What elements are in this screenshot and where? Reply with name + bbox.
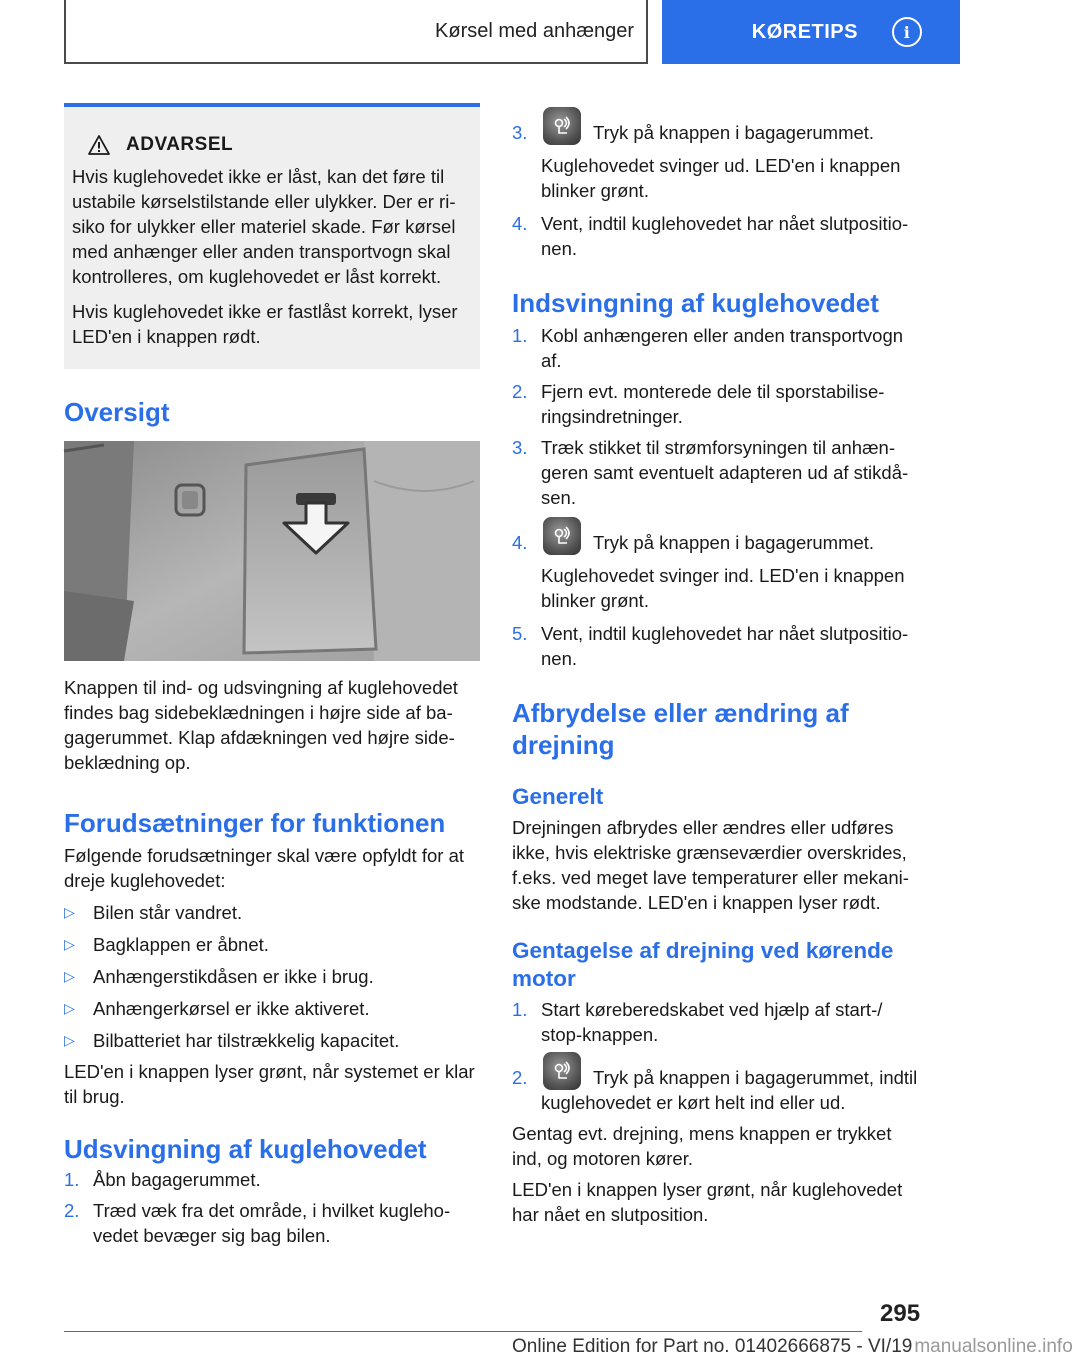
list-item: Kuglehovedet svinger ind. LED'en i knappen blinker grønt. [541,565,905,611]
list-item: 4. Vent, indtil kuglehovedet har nået slutpositionen. [512,213,909,259]
tow-hitch-button-icon [543,1052,581,1090]
bullet-triangle-icon: ▷ [64,1032,75,1048]
general-text: Drejningen afbrydes eller ændres eller udføres ikke, hvis elektriske grænseværdier overskrides, f.eks. ved meget lave temperaturer eller mekaniske modstande. LED'en i knappen lyser rødt. [512,817,909,913]
warning-triangle-icon [88,135,110,155]
list-item: ▷ Bilen står vandret. [64,902,243,923]
repeat-note: LED'en i knappen lyser grønt, når kuglehovedet har nået en slutposition. [512,1179,903,1225]
repeat-steps [512,997,926,1115]
swing-out-heading: Udsvingning af kuglehovedet [64,1134,427,1164]
list-item: 3. Træk stikket til strømforsyningen til anhængeren samt eventuelt adapteren ud af stikdåsen. [512,437,909,508]
general-heading: Generelt [512,784,604,809]
swing-in-heading: Indsvingning af kuglehovedet [512,288,879,318]
prerequisites-list [64,900,480,1053]
list-item: 1. Åbn bagagerummet. [64,1169,261,1190]
list-item: 1. Start køreberedskabet ved hjælp af start-/ stop-knappen. [512,999,883,1045]
prerequisites-intro: Følgende forudsætninger skal være opfyldt for at dreje kuglehovedet: [64,845,464,891]
swing-out-steps [64,1167,480,1248]
overview-caption: Knappen til ind- og udsvingning af kuglehovedet findes bag sidebeklædningen i højre side af bagagerummet. Klap afdækningen ved højre sidebeklædning op. [64,677,458,773]
tow-hitch-button-icon [543,107,581,145]
prerequisites-heading: Forudsætninger for funktionen [64,808,446,838]
bullet-triangle-icon: ▷ [64,904,75,920]
list-item: ▷ Bagklappen er åbnet. [64,934,269,955]
list-item: Kuglehovedet svinger ud. LED'en i knappen blinker grønt. [541,155,901,201]
warning-text: Hvis kuglehovedet ikke er låst, kan det føre til ustabile kørselstilstande eller ulykker. Der er risiko for ulykker eller materiel skade. Før kørsel med anhænger eller anden transportvogn skal kontrolleres, om kuglehovedet er låst korrekt. [72,166,456,287]
watermark: manualsonline.info [914,1336,1073,1357]
bullet-triangle-icon: ▷ [64,1000,75,1016]
trunk-photo [64,441,480,661]
warning-box [64,103,480,369]
list-item: ▷ Anhængerstikdåsen er ikke i brug. [64,966,374,987]
tow-hitch-button-icon [543,517,581,555]
section-title: Kørsel med anhænger [435,19,634,42]
swing-in-steps [512,323,926,671]
swing-out-steps-continued [512,120,926,261]
list-item: ▷ Bilbatteriet har tilstrækkelig kapacitet. [64,1030,400,1051]
list-item: 2. Træd væk fra det område, i hvilket kuglehovedet bevæger sig bag bilen. [64,1200,451,1246]
left-column [64,103,480,1248]
footer-divider [64,1331,862,1332]
bullet-triangle-icon: ▷ [64,936,75,952]
chapter-title: KØRETIPS [751,20,858,43]
overview-heading: Oversigt [64,397,170,427]
list-item: 3. Tryk på knappen i bagagerummet. [512,120,926,145]
bullet-triangle-icon: ▷ [64,968,75,984]
page-number: 295 [880,1300,921,1327]
warning-title: ADVARSEL [88,134,470,156]
list-item: 2. Tryk på knappen i bagagerummet, indtil kuglehovedet er kørt helt ind eller ud. [512,1065,926,1115]
header-chapter-tab[interactable] [662,0,960,64]
list-item: 5. Vent, indtil kuglehovedet har nået slutpositionen. [512,623,909,669]
footer-edition: Online Edition for Part no. 01402666875 - VI/19 manualsonline.info [512,1336,1073,1357]
repeat-note: Gentag evt. drejning, mens knappen er trykket ind, og motoren kører. [512,1123,892,1169]
prerequisites-outro: LED'en i knappen lyser grønt, når systemet er klar til brug. [64,1061,475,1107]
header-section-title [64,0,648,64]
list-item: 4. Tryk på knappen i bagagerummet. [512,530,926,555]
warning-text: Hvis kuglehovedet ikke er fastlåst korrekt, lyser LED'en i knappen rødt. [72,301,458,347]
info-icon[interactable]: i [892,17,922,47]
list-item: ▷ Anhængerkørsel er ikke aktiveret. [64,998,370,1019]
right-column [512,120,926,1227]
repeat-heading: Gentagelse af drejning ved kørende motor [512,938,894,991]
interruption-heading: Afbrydelse eller ændring af drejning [512,698,849,760]
list-item: 1. Kobl anhængeren eller anden transportvogn af. [512,325,904,371]
list-item: 2. Fjern evt. monterede dele til sporstabiliseringsindretninger. [512,381,885,427]
